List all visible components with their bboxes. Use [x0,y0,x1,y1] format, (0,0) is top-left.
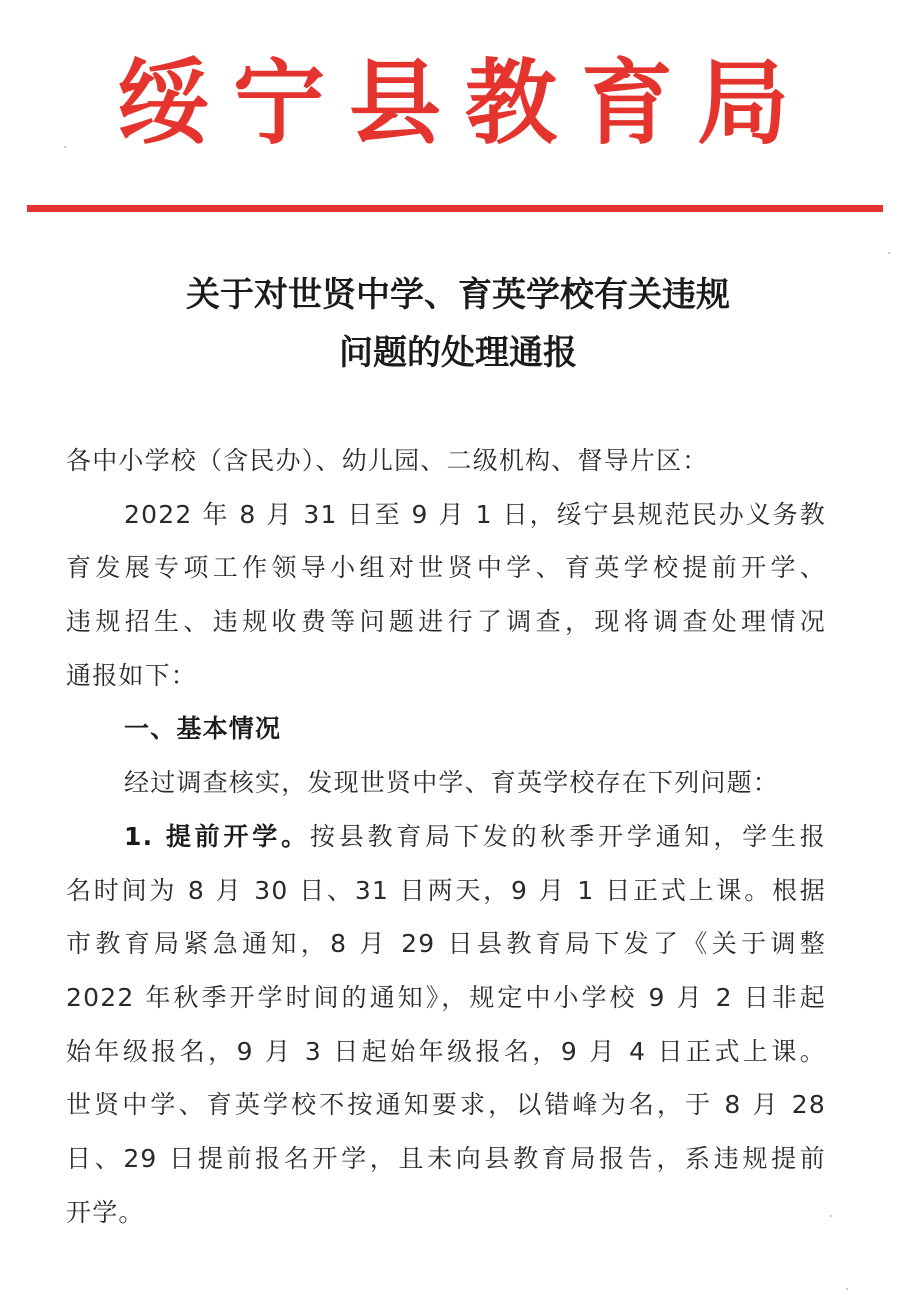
item-first-line-text: 按县教育局下发的秋季开学通知，学生报 [309,821,826,851]
item-line: 日、29 日提前报名开学，且未向县教育局报告，系违规提前 [66,1143,826,1173]
intro-line: 育发展专项工作领导小组对世贤中学、育英学校提前开学、 [66,553,826,583]
item-line: 开学。 [66,1197,145,1227]
scan-speck [830,1215,832,1217]
section-intro: 经过调查核实，发现世贤中学、育英学校存在下列问题： [124,768,780,798]
item-line: 2022 年秋季开学时间的通知》，规定中小学校 9 月 2 日非起 [66,982,826,1012]
document-title-line-2: 问题的处理通报 [339,333,577,373]
document-title-line-1: 关于对世贤中学、育英学校有关违规 [186,275,730,315]
item-first-line [66,810,826,864]
section-heading: 一、基本情况 [124,714,282,744]
red-divider-line [27,205,883,212]
scan-speck [888,252,890,254]
item-line: 始年级报名，9 月 3 日起始年级报名，9 月 4 日正式上课。 [66,1036,826,1066]
intro-line: 通报如下： [66,660,198,690]
item-line: 名时间为 8 月 30 日、31 日两天，9 月 1 日正式上课。根据 [66,875,826,905]
item-line: 世贤中学、育英学校不按通知要求，以错峰为名，于 8 月 28 [66,1090,826,1120]
salutation: 各中小学校（含民办）、幼儿园、二级机构、督导片区： [66,446,709,475]
masthead-title: 绥宁县教育局 [116,50,813,157]
item-label: 1. 提前开学。 [124,821,310,851]
intro-line: 2022 年 8 月 31 日至 9 月 1 日，绥宁县规范民办义务教 [124,499,826,529]
intro-line: 违规招生、违规收费等问题进行了调查，现将调查处理情况 [66,607,826,637]
scan-speck [64,146,66,148]
scan-speck [846,1288,848,1290]
item-line: 市教育局紧急通知，8 月 29 日县教育局下发了《关于调整 [66,929,826,959]
document-title [60,266,856,382]
document-body [66,434,826,1239]
